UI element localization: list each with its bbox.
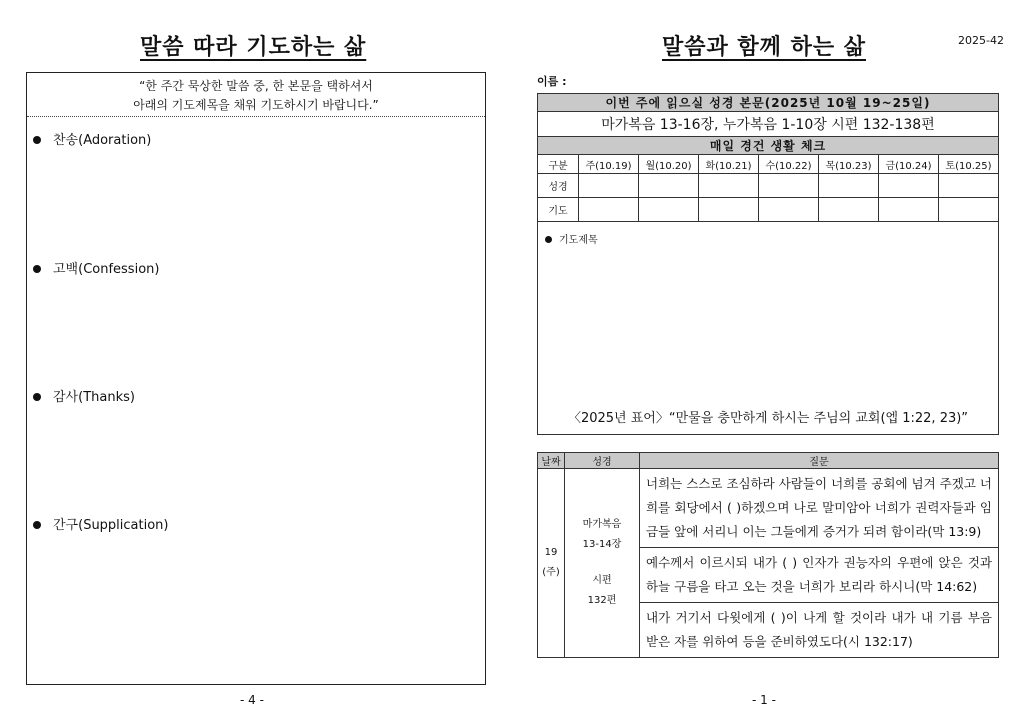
bible-book-1: 마가복음 bbox=[582, 519, 622, 530]
left-page-number: - 4 - bbox=[240, 693, 264, 707]
week-passages: 마가복음 13-16장, 누가복음 1-10장 시편 132-138편 bbox=[538, 112, 999, 137]
bullet-icon bbox=[33, 136, 41, 144]
question-2: 예수께서 이르시되 내가 ( ) 인자가 권능자의 우편에 앉은 것과 하늘 구름을 타고 오는 것을 너희가 보리라 하시니(막 14:62) bbox=[640, 548, 999, 603]
check-cell[interactable] bbox=[639, 174, 699, 198]
check-col-mon: 월(10.20) bbox=[639, 155, 699, 174]
col-header-question: 질문 bbox=[640, 453, 999, 469]
check-col-fri: 금(10.24) bbox=[879, 155, 939, 174]
section-adoration bbox=[33, 129, 151, 148]
check-cell[interactable] bbox=[819, 174, 879, 198]
date-day: 19 bbox=[544, 547, 558, 558]
bible-chapters-1: 13-14장 bbox=[582, 539, 622, 550]
year-motto: 〈2025년 표어〉“만물을 충만하게 하시는 주님의 교회(엡 1:22, 23)” bbox=[567, 411, 969, 426]
bullet-icon bbox=[33, 393, 41, 401]
prayer-worksheet-box bbox=[26, 72, 486, 685]
section-label: 감사(Thanks) bbox=[53, 390, 135, 405]
check-col-sun: 주(10.19) bbox=[579, 155, 639, 174]
intro-text bbox=[27, 73, 485, 117]
col-header-bible: 성경 bbox=[565, 453, 640, 469]
bible-chapters-2: 132편 bbox=[587, 595, 617, 606]
section-supplication bbox=[33, 514, 169, 533]
prayer-request-box bbox=[537, 222, 999, 435]
bullet-icon bbox=[33, 521, 41, 529]
bible-cell bbox=[565, 469, 640, 658]
check-row-bible: 성경 bbox=[538, 174, 579, 198]
intro-line-2: 아래의 기도제목을 채워 기도하시기 바랍니다.” bbox=[133, 98, 379, 112]
check-cell[interactable] bbox=[579, 174, 639, 198]
bullet-icon bbox=[33, 265, 41, 273]
question-1: 너희는 스스로 조심하라 사람들이 너희를 공회에 넘겨 주겠고 너희를 회당에서 ( )하겠으며 나로 말미암아 너희가 권력자들과 임금들 앞에 서리니 이는 그들에게 증거가 되려 함이라(막 13:9) bbox=[640, 469, 999, 548]
check-cell[interactable] bbox=[759, 174, 819, 198]
right-page-number: - 1 - bbox=[752, 693, 776, 707]
prayer-request-label bbox=[545, 231, 598, 246]
date-cell bbox=[538, 469, 565, 658]
check-col-label: 구분 bbox=[538, 155, 579, 174]
check-cell[interactable] bbox=[759, 198, 819, 222]
bullet-icon bbox=[545, 236, 552, 243]
right-page-title: 말씀과 함께 하는 삶 bbox=[662, 35, 866, 60]
check-col-thu: 목(10.23) bbox=[819, 155, 879, 174]
check-cell[interactable] bbox=[879, 198, 939, 222]
intro-line-1: “한 주간 묵상한 말씀 중, 한 본문을 택하셔서 bbox=[139, 79, 373, 93]
check-cell[interactable] bbox=[579, 198, 639, 222]
check-cell[interactable] bbox=[939, 174, 999, 198]
daily-check-header: 매일 경건 생활 체크 bbox=[538, 137, 999, 155]
question-3: 내가 거기서 다윗에게 ( )이 나게 할 것이라 내가 내 기름 부음 받은 자를 위하여 등을 준비하였도다(시 132:17) bbox=[640, 603, 999, 658]
check-col-sat: 토(10.25) bbox=[939, 155, 999, 174]
check-cell[interactable] bbox=[819, 198, 879, 222]
check-cell[interactable] bbox=[639, 198, 699, 222]
check-row-prayer: 기도 bbox=[538, 198, 579, 222]
check-cell[interactable] bbox=[939, 198, 999, 222]
date-weekday: (주) bbox=[542, 567, 560, 578]
section-label: 고백(Confession) bbox=[53, 262, 160, 277]
section-confession bbox=[33, 258, 159, 277]
section-label: 찬송(Adoration) bbox=[53, 133, 152, 148]
bible-book-2: 시편 bbox=[592, 575, 612, 586]
question-table bbox=[537, 452, 999, 658]
section-thanks bbox=[33, 386, 135, 405]
left-page-title: 말씀 따라 기도하는 삶 bbox=[140, 35, 367, 60]
check-cell[interactable] bbox=[699, 174, 759, 198]
check-col-wed: 수(10.22) bbox=[759, 155, 819, 174]
section-label: 간구(Supplication) bbox=[53, 518, 169, 533]
prayer-label-text: 기도제목 bbox=[559, 235, 598, 246]
name-label: 이름 : bbox=[537, 75, 567, 88]
check-cell[interactable] bbox=[699, 198, 759, 222]
week-reading-header: 이번 주에 읽으실 성경 본문(2025년 10월 19~25일) bbox=[538, 94, 999, 112]
bulletin-code: 2025-42 bbox=[958, 34, 1004, 47]
check-col-tue: 화(10.21) bbox=[699, 155, 759, 174]
col-header-date: 날짜 bbox=[538, 453, 565, 469]
check-cell[interactable] bbox=[879, 174, 939, 198]
weekly-reading-table bbox=[537, 93, 999, 222]
